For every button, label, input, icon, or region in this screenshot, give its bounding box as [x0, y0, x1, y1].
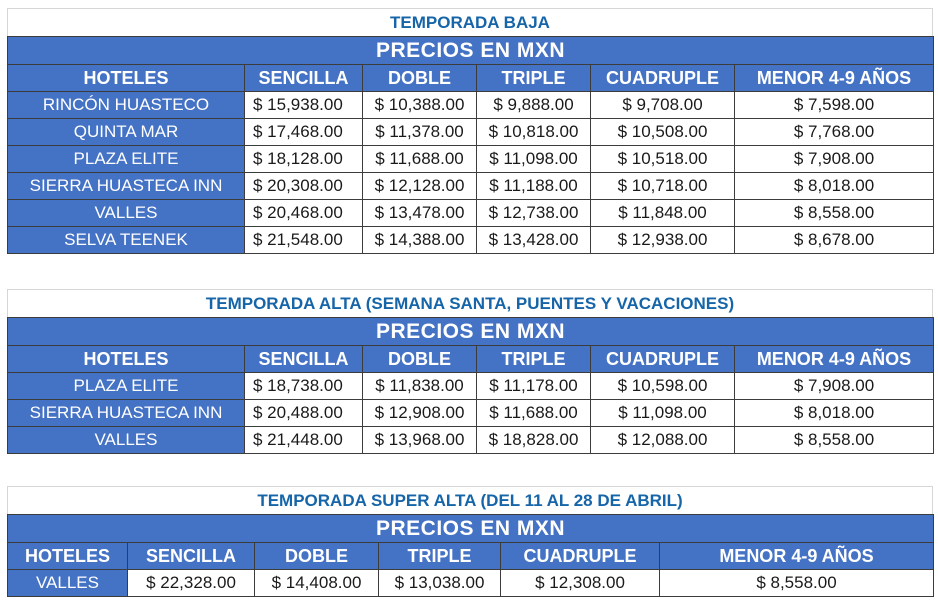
- header-menor: MENOR 4-9 AÑOS: [735, 346, 934, 373]
- price-doble: $ 13,968.00: [363, 427, 477, 454]
- table-row: [8, 146, 934, 173]
- price-menor: $ 8,558.00: [735, 427, 934, 454]
- price-doble: $ 14,388.00: [363, 227, 477, 254]
- price-cuadruple: $ 11,098.00: [591, 400, 735, 427]
- hotel-name: QUINTA MAR: [8, 119, 245, 146]
- hotel-name: SIERRA HUASTECA INN: [8, 400, 245, 427]
- price-sencilla: $ 18,738.00: [245, 373, 363, 400]
- price-menor: $ 7,908.00: [735, 146, 934, 173]
- price-triple: $ 11,188.00: [477, 173, 591, 200]
- table-block-temporada-super-alta: [7, 486, 933, 597]
- currency-band: PRECIOS EN MXN: [8, 37, 934, 65]
- price-sencilla: $ 17,468.00: [245, 119, 363, 146]
- price-sencilla: $ 18,128.00: [245, 146, 363, 173]
- hotel-name: VALLES: [8, 200, 245, 227]
- hotel-name: RINCÓN HUASTECO: [8, 92, 245, 119]
- currency-band: PRECIOS EN MXN: [8, 515, 934, 543]
- table-row: [8, 92, 934, 119]
- price-triple: $ 10,818.00: [477, 119, 591, 146]
- table-row: [8, 373, 934, 400]
- price-cuadruple: $ 12,088.00: [591, 427, 735, 454]
- price-doble: $ 11,378.00: [363, 119, 477, 146]
- table-row: [8, 400, 934, 427]
- price-cuadruple: $ 10,718.00: [591, 173, 735, 200]
- price-triple: $ 13,428.00: [477, 227, 591, 254]
- price-triple: $ 11,178.00: [477, 373, 591, 400]
- header-sencilla: SENCILLA: [245, 65, 363, 92]
- hotel-name: PLAZA ELITE: [8, 146, 245, 173]
- hotel-name: VALLES: [8, 570, 128, 597]
- header-menor: MENOR 4-9 AÑOS: [735, 65, 934, 92]
- price-menor: $ 8,018.00: [735, 173, 934, 200]
- header-cuadruple: CUADRUPLE: [591, 346, 735, 373]
- price-doble: $ 10,388.00: [363, 92, 477, 119]
- header-sencilla: SENCILLA: [128, 543, 255, 570]
- header-sencilla: SENCILLA: [245, 346, 363, 373]
- season-title: TEMPORADA BAJA: [7, 8, 933, 36]
- table-block-temporada-baja: [7, 8, 933, 254]
- price-doble: $ 13,478.00: [363, 200, 477, 227]
- price-menor: $ 8,558.00: [735, 200, 934, 227]
- price-cuadruple: $ 9,708.00: [591, 92, 735, 119]
- header-doble: DOBLE: [363, 346, 477, 373]
- price-cuadruple: $ 11,848.00: [591, 200, 735, 227]
- header-doble: DOBLE: [363, 65, 477, 92]
- price-cuadruple: $ 12,308.00: [501, 570, 660, 597]
- price-table: [7, 36, 934, 254]
- price-table: [7, 514, 934, 597]
- header-hoteles: HOTELES: [8, 65, 245, 92]
- table-row: [8, 200, 934, 227]
- hotel-name: VALLES: [8, 427, 245, 454]
- currency-band: PRECIOS EN MXN: [8, 318, 934, 346]
- header-hoteles: HOTELES: [8, 543, 128, 570]
- header-triple: TRIPLE: [477, 346, 591, 373]
- price-triple: $ 12,738.00: [477, 200, 591, 227]
- header-triple: TRIPLE: [379, 543, 501, 570]
- table-row: [8, 570, 934, 597]
- table-row: [8, 173, 934, 200]
- table-row: [8, 119, 934, 146]
- table-row: [8, 427, 934, 454]
- header-cuadruple: CUADRUPLE: [591, 65, 735, 92]
- hotel-name: SIERRA HUASTECA INN: [8, 173, 245, 200]
- price-doble: $ 14,408.00: [255, 570, 379, 597]
- price-sencilla: $ 20,488.00: [245, 400, 363, 427]
- price-cuadruple: $ 12,938.00: [591, 227, 735, 254]
- price-doble: $ 12,908.00: [363, 400, 477, 427]
- hotel-name: PLAZA ELITE: [8, 373, 245, 400]
- header-menor: MENOR 4-9 AÑOS: [660, 543, 934, 570]
- price-triple: $ 9,888.00: [477, 92, 591, 119]
- table-row: [8, 227, 934, 254]
- header-triple: TRIPLE: [477, 65, 591, 92]
- price-sencilla: $ 20,308.00: [245, 173, 363, 200]
- price-sencilla: $ 21,548.00: [245, 227, 363, 254]
- price-table: [7, 317, 934, 454]
- hotel-name: SELVA TEENEK: [8, 227, 245, 254]
- price-sencilla: $ 21,448.00: [245, 427, 363, 454]
- price-triple: $ 11,098.00: [477, 146, 591, 173]
- price-menor: $ 7,908.00: [735, 373, 934, 400]
- season-title: TEMPORADA ALTA (SEMANA SANTA, PUENTES Y VACACIONES): [7, 289, 933, 317]
- header-cuadruple: CUADRUPLE: [501, 543, 660, 570]
- price-doble: $ 12,128.00: [363, 173, 477, 200]
- price-cuadruple: $ 10,598.00: [591, 373, 735, 400]
- price-menor: $ 8,018.00: [735, 400, 934, 427]
- price-sencilla: $ 20,468.00: [245, 200, 363, 227]
- price-menor: $ 8,558.00: [660, 570, 934, 597]
- header-hoteles: HOTELES: [8, 346, 245, 373]
- price-menor: $ 7,768.00: [735, 119, 934, 146]
- price-menor: $ 8,678.00: [735, 227, 934, 254]
- price-doble: $ 11,688.00: [363, 146, 477, 173]
- price-cuadruple: $ 10,508.00: [591, 119, 735, 146]
- price-sencilla: $ 22,328.00: [128, 570, 255, 597]
- price-sencilla: $ 15,938.00: [245, 92, 363, 119]
- table-block-temporada-alta: [7, 289, 933, 454]
- price-triple: $ 13,038.00: [379, 570, 501, 597]
- price-menor: $ 7,598.00: [735, 92, 934, 119]
- header-doble: DOBLE: [255, 543, 379, 570]
- price-triple: $ 11,688.00: [477, 400, 591, 427]
- price-doble: $ 11,838.00: [363, 373, 477, 400]
- price-cuadruple: $ 10,518.00: [591, 146, 735, 173]
- price-triple: $ 18,828.00: [477, 427, 591, 454]
- season-title: TEMPORADA SUPER ALTA (DEL 11 AL 28 DE ABRIL): [7, 486, 933, 514]
